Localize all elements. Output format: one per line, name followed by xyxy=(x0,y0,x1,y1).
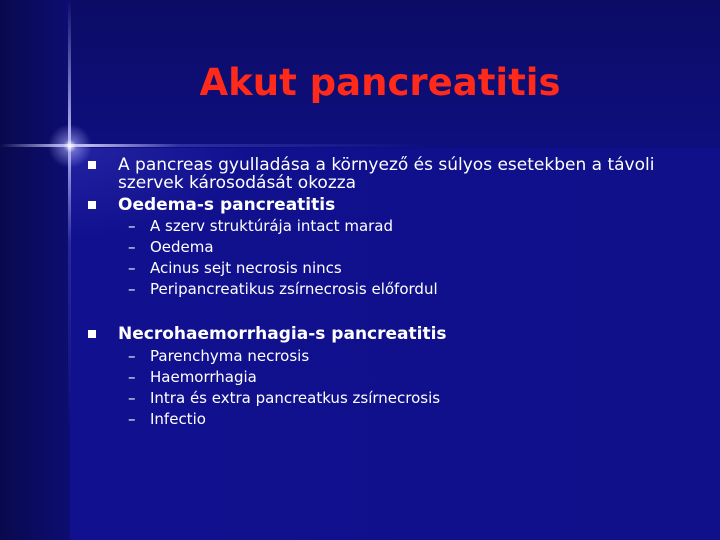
sub-item-text: Infectio xyxy=(150,410,206,428)
sub-item-text: Intra és extra pancreatkus zsírnecrosis xyxy=(150,389,441,407)
sub-item-text: Haemorrhagia xyxy=(150,368,257,386)
slide-title: Akut pancreatitis xyxy=(199,61,561,104)
sub-item xyxy=(88,346,688,367)
square-bullet-icon xyxy=(88,201,96,209)
sub-item-text: Parenchyma necrosis xyxy=(150,347,310,365)
dash-bullet: – xyxy=(128,368,136,386)
sub-item xyxy=(88,388,688,409)
sub-item xyxy=(88,237,688,258)
bullet-text: Oedema-s pancreatitis xyxy=(118,195,336,215)
sub-item xyxy=(88,409,688,430)
bullet-item-definition xyxy=(88,156,688,192)
dash-bullet: – xyxy=(128,238,136,256)
square-bullet-icon xyxy=(88,161,96,169)
dash-bullet: – xyxy=(128,217,136,235)
dash-bullet: – xyxy=(128,280,136,298)
sub-item xyxy=(88,258,688,279)
sub-item-text: Oedema xyxy=(150,238,214,256)
bullet-text: A pancreas gyulladása a környező és súlyos esetekben a távoli szervek károsodását okozza xyxy=(118,155,655,193)
bullet-text: Necrohaemorrhagia-s pancreatitis xyxy=(118,324,447,344)
sub-item xyxy=(88,367,688,388)
dash-bullet: – xyxy=(128,259,136,277)
bullet-list xyxy=(88,156,688,430)
sub-item-text: Acinus sejt necrosis nincs xyxy=(150,259,342,277)
sub-item-text: A szerv struktúrája intact marad xyxy=(150,217,394,235)
dash-bullet: – xyxy=(128,389,136,407)
sub-item-text: Peripancreatikus zsírnecrosis előfordul xyxy=(150,280,438,298)
square-bullet-icon xyxy=(88,330,96,338)
background-band-left xyxy=(0,0,70,540)
decorative-light-line-horizontal xyxy=(0,144,720,147)
sub-item xyxy=(88,216,688,237)
bullet-item-oedema-pancreatitis xyxy=(88,196,688,214)
bullet-item-necrohaemorrhagia-pancreatitis xyxy=(88,325,688,343)
sub-item xyxy=(88,279,688,300)
dash-bullet: – xyxy=(128,410,136,428)
dash-bullet: – xyxy=(128,347,136,365)
